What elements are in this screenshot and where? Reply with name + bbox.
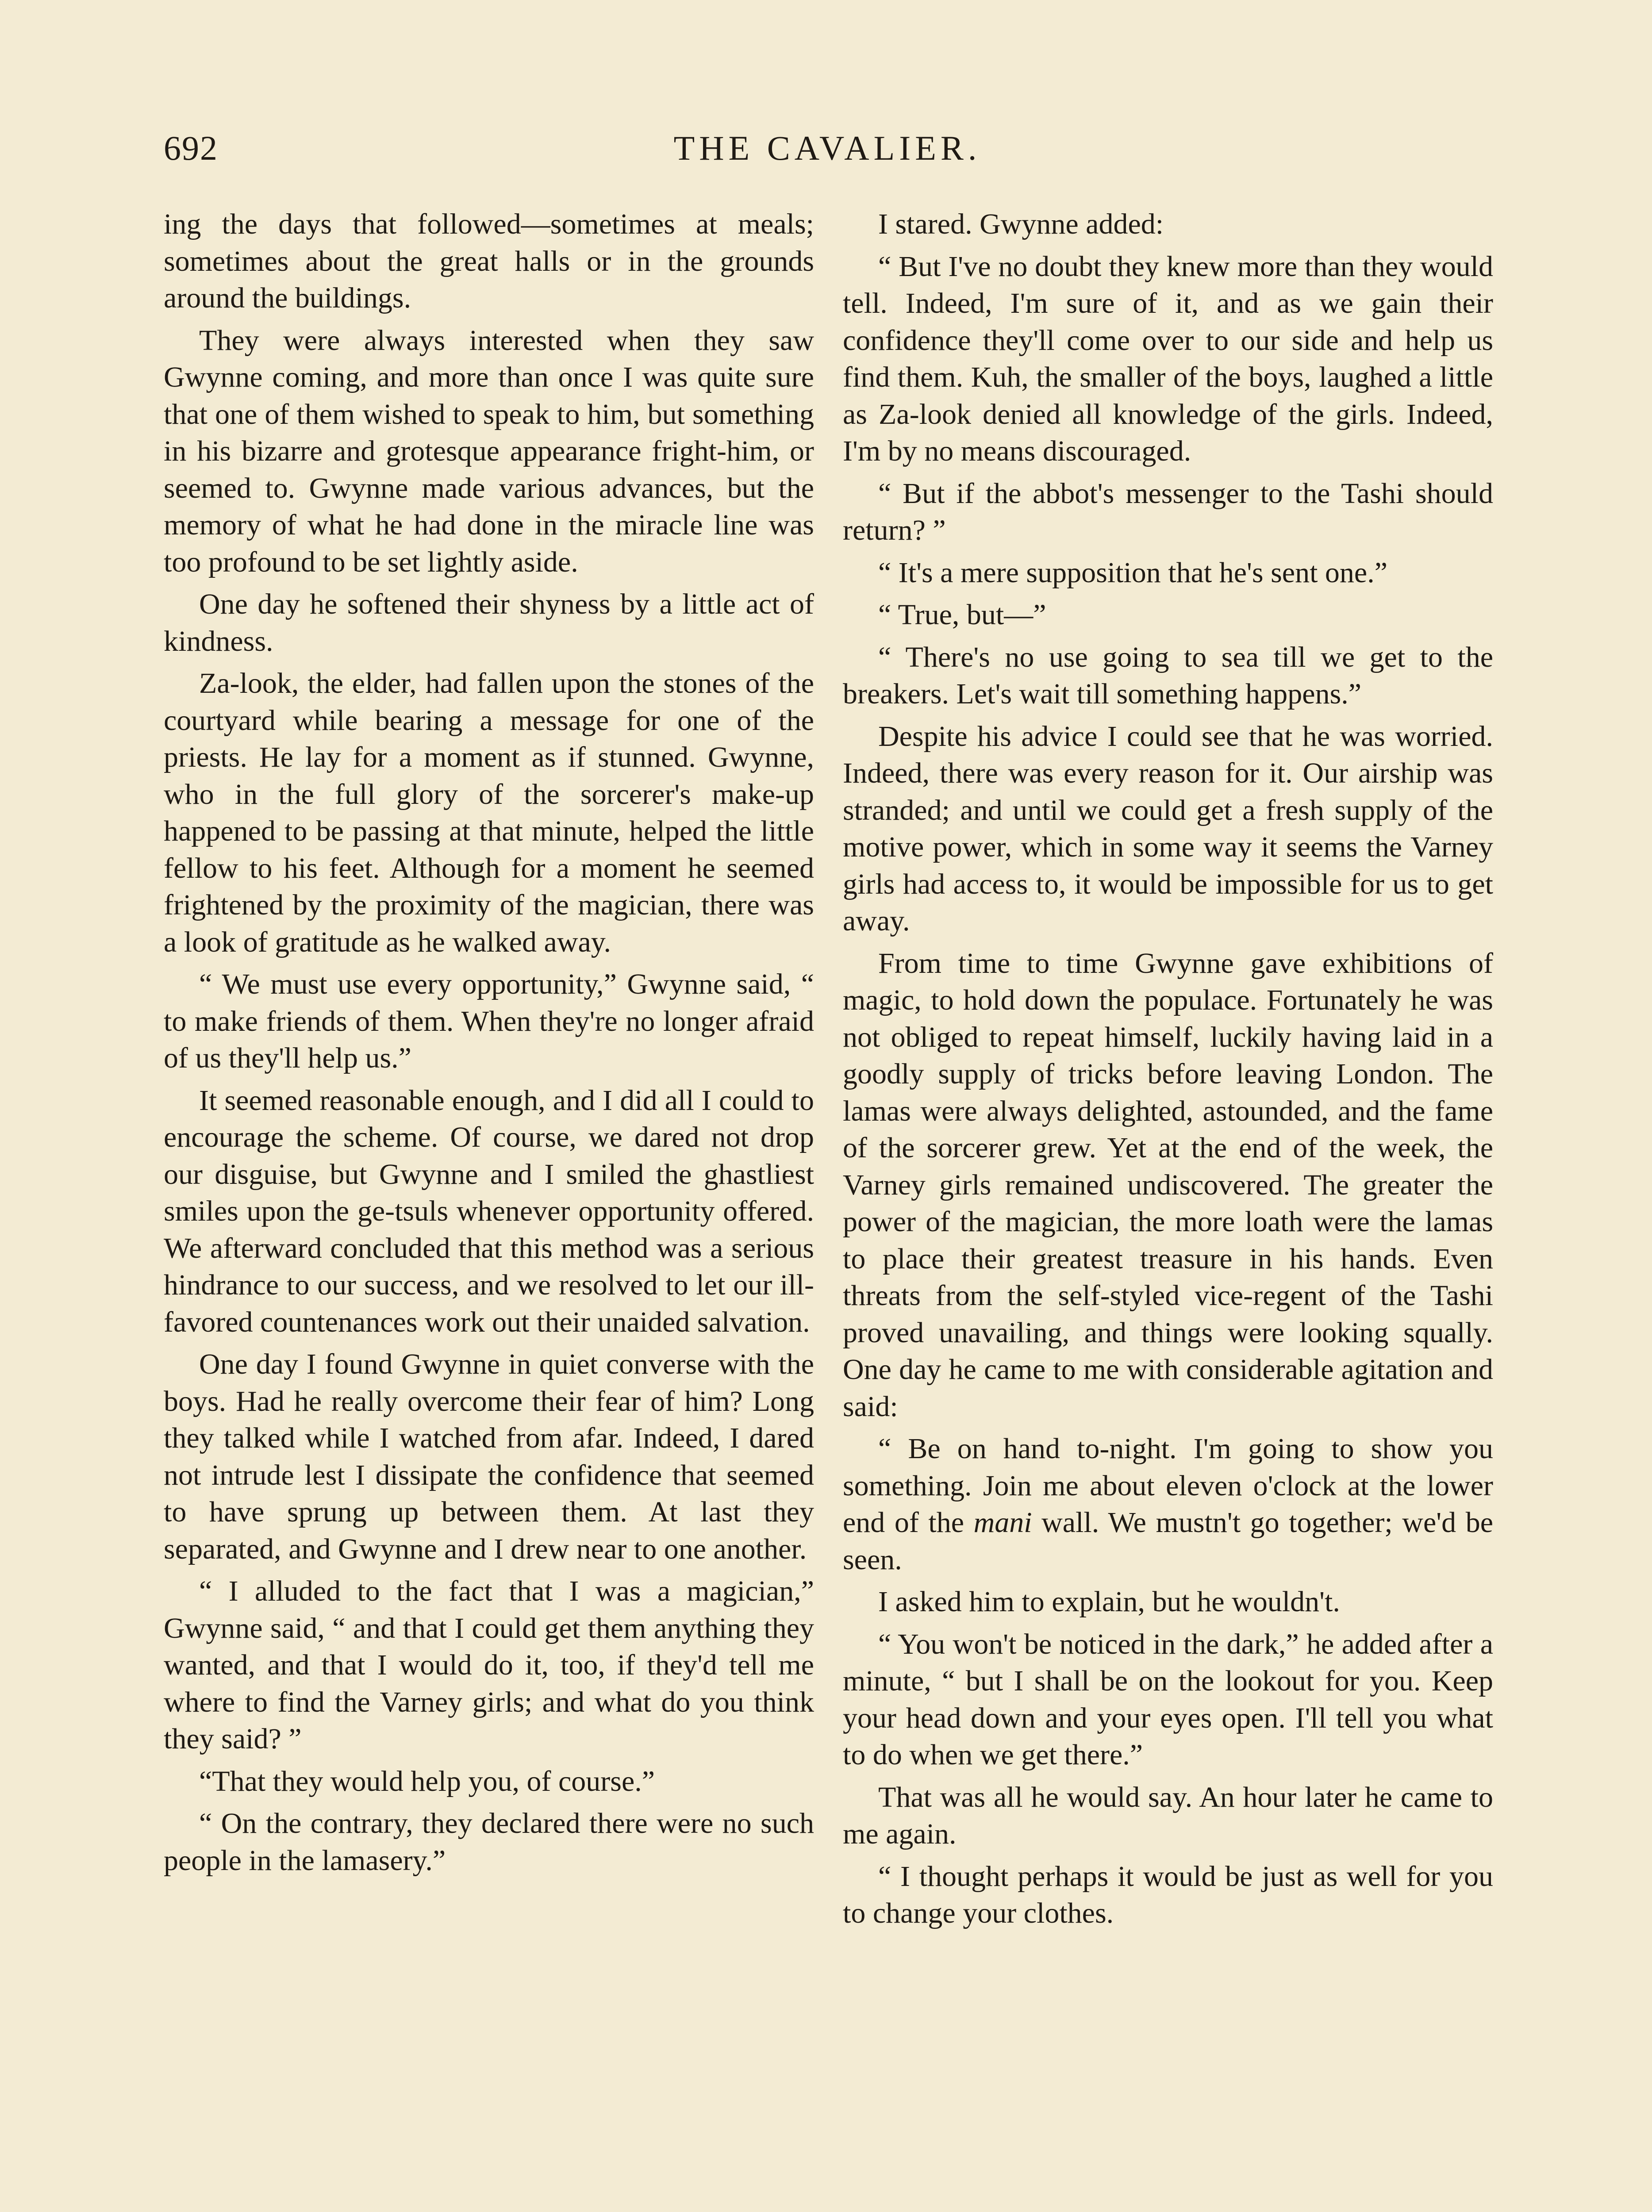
paragraph: ing the days that followed—sometimes at meals; sometimes about the great halls or in the grounds around the buildings. <box>164 208 814 314</box>
paragraph: Despite his advice I could see that he was worried. Indeed, there was every reason for it. Our airship was stranded; and until we could get a fresh supply of the motive power, which in some way it seems the Varney girls had access to, it would be impossible for us to get away. <box>843 720 1493 937</box>
paragraph: “ But I've no doubt they knew more than they would tell. Indeed, I'm sure of it, and as we gain their confidence they'll come over to our side and help us find them. Kuh, the smaller of the boys, laughed a little as Za-look denied all knowledge of the girls. Indeed, I'm by no means discouraged. <box>843 250 1493 467</box>
paragraph: “ You won't be noticed in the dark,” he added after a minute, “ but I shall be on the lookout for you. Keep your head down and your eyes open. I'll tell you what to do when we get there.” <box>843 1628 1493 1771</box>
left-column <box>164 206 814 2212</box>
right-column <box>843 206 1493 2212</box>
paragraph: “ But if the abbot's messenger to the Tashi should return? ” <box>843 477 1493 546</box>
paragraph: “ On the contrary, they declared there were no such people in the lamasery.” <box>164 1807 814 1877</box>
paragraph: One day he softened their shyness by a little act of kindness. <box>164 588 814 657</box>
paragraph <box>843 1430 1493 1578</box>
paragraph: From time to time Gwynne gave exhibitions of magic, to hold down the populace. Fortunately he was not obliged to repeat himself, luckily having laid in a goodly supply of tricks before leaving London. The lamas were always delighted, astounded, and the fame of the sorcerer grew. Yet at the end of the week, the Varney girls remained undiscovered. The greater the power of the magician, the more loath were the lamas to place their greatest treasure in his hands. Even threats from the self-styled vice-regent of the Tashi proved unavailing, and things were looking squally. One day he came to me with considerable agitation and said: <box>843 947 1493 1423</box>
paragraph: “ We must use every opportunity,” Gwynne said, “ to make friends of them. When they're no longer afraid of us they'll help us.” <box>164 968 814 1074</box>
paragraph: I stared. Gwynne added: <box>878 208 1164 240</box>
page-header <box>164 128 1491 186</box>
paragraph: One day I found Gwynne in quiet converse with the boys. Had he really overcome their fear of him? Long they talked while I watched from afar. Indeed, I dared not intrude lest I dissipate the confidence that seemed to have sprung up between them. At last they separated, and Gwynne and I drew near to one another. <box>164 1348 814 1565</box>
paragraph-text: “ Be on hand to-night. I'm going to show you something. Join me about eleven o'clock at the lower end of the <box>843 1432 1493 1539</box>
paragraph: Za-look, the elder, had fallen upon the stones of the courtyard while bearing a message for one of the priests. He lay for a moment as if stunned. Gwynne, who in the full glory of the sorcerer's make-up happened to be passing at that minute, helped the little fellow to his feet. Although for a moment he seemed frightened by the proximity of the magician, there was a look of gratitude as he walked away. <box>164 667 814 958</box>
paragraph: It seemed reasonable enough, and I did all I could to encourage the scheme. Of course, we dared not drop our disguise, but Gwynne and I smiled the ghastliest smiles upon the ge-tsuls whenever opportunity offered. We afterward concluded that this method was a serious hindrance to our success, and we resolved to let our ill-favored countenances work out their unaided salvation. <box>164 1084 814 1338</box>
running-title: THE CAVALIER. <box>673 129 981 167</box>
paragraph: “ I thought perhaps it would be just as well for you to change your clothes. <box>843 1860 1493 1929</box>
italic-word: mani <box>973 1506 1032 1539</box>
paragraph: “ I alluded to the fact that I was a magician,” Gwynne said, “ and that I could get them anything they wanted, and that I would do it, too, if they'd tell me where to find the Varney girls; and what do you think they said? ” <box>164 1575 814 1755</box>
paragraph: “ True, but—” <box>878 599 1046 631</box>
page-number: 692 <box>164 129 218 167</box>
paragraph: “ It's a mere supposition that he's sent one.” <box>878 556 1388 589</box>
paragraph: I asked him to explain, but he wouldn't. <box>878 1586 1340 1618</box>
paragraph: “That they would help you, of course.” <box>199 1765 655 1797</box>
paragraph: “ There's no use going to sea till we get to the breakers. Let's wait till something happens.” <box>843 641 1493 710</box>
paragraph: They were always interested when they saw Gwynne coming, and more than once I was quite sure that one of them wished to speak to him, but something in his bizarre and grotesque appearance fright-him, or seemed to. Gwynne made various advances, but the memory of what he had done in the miracle line was too profound to be set lightly aside. <box>164 324 814 578</box>
paragraph: That was all he would say. An hour later he came to me again. <box>843 1781 1493 1850</box>
paragraph-text: wall. We mustn't go together; we'd be seen. <box>843 1506 1493 1576</box>
